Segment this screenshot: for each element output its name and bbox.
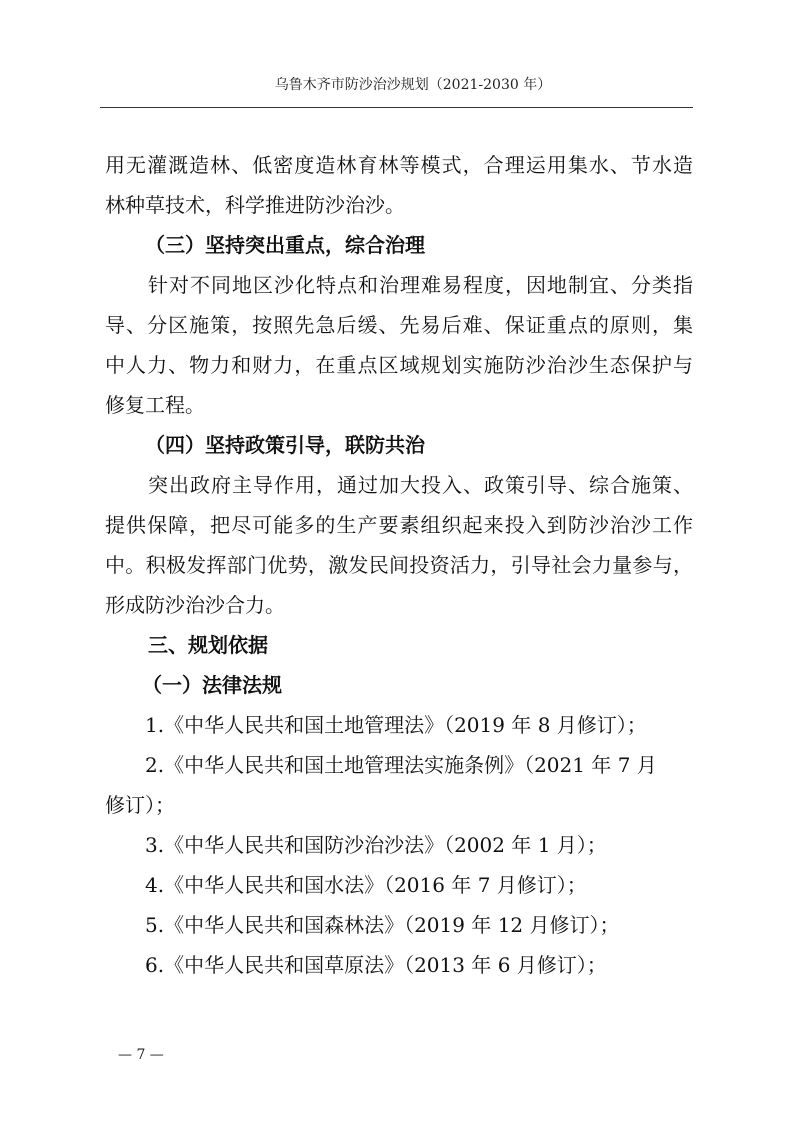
continued-paragraph (105, 145, 693, 225)
paragraph-line: 林种草技术，科学推进防沙治沙。 (105, 193, 405, 217)
list-item: 1.《中华人民共和国土地管理法》（2019 年 8 月修订）； (145, 713, 647, 737)
paragraph-line: 突出政府主导作用，通过加大投入、政策引导、综合施策、 (148, 473, 693, 497)
paragraph-line: 修复工程。 (105, 393, 205, 417)
paragraph-line: 中。积极发挥部门优势，激发民间投资活力，引导社会力量参与， (105, 553, 693, 577)
section-heading: 三、规划依据 (148, 633, 268, 657)
list-item: 6.《中华人民共和国草原法》（2013 年 6 月修订）； (145, 953, 607, 977)
body-text (105, 145, 693, 985)
list-item: 5.《中华人民共和国森林法》（2019 年 12 月修订）； (145, 913, 620, 937)
paragraph-line: 提供保障，把尽可能多的生产要素组织起来投入到防沙治沙工作 (105, 513, 693, 537)
paragraph-line: 导、分区施策，按照先急后缓、先易后难、保证重点的原则，集 (105, 313, 693, 337)
header-divider (100, 107, 693, 108)
principle-3-heading: （三）坚持突出重点，综合治理 (145, 233, 425, 257)
list-item: 3.《中华人民共和国防沙治沙法》（2002 年 1 月）； (145, 833, 607, 857)
paragraph-line: 针对不同地区沙化特点和治理难易程度，因地制宜、分类指 (148, 273, 693, 297)
subsection-heading: （一）法律法规 (142, 673, 282, 697)
principle-4 (105, 425, 693, 625)
principle-3 (105, 225, 693, 425)
list-item: 2.《中华人民共和国土地管理法实施条例》（2021 年 7 月 (145, 753, 657, 777)
page-number: — 7 — (118, 1047, 164, 1063)
list-item-continuation: 修订）； (105, 793, 175, 817)
paragraph-line: 形成防沙治沙合力。 (105, 593, 285, 617)
paragraph-line: 中人力、物力和财力，在重点区域规划实施防沙治沙生态保护与 (105, 353, 693, 377)
law-list (105, 705, 693, 985)
list-item: 4.《中华人民共和国水法》（2016 年 7 月修订）； (145, 873, 587, 897)
running-header: 乌鲁木齐市防沙治沙规划（2021-2030 年） (274, 77, 552, 93)
paragraph-line: 用无灌溉造林、低密度造林育林等模式，合理运用集水、节水造 (105, 153, 693, 177)
principle-4-heading: （四）坚持政策引导，联防共治 (145, 433, 425, 457)
